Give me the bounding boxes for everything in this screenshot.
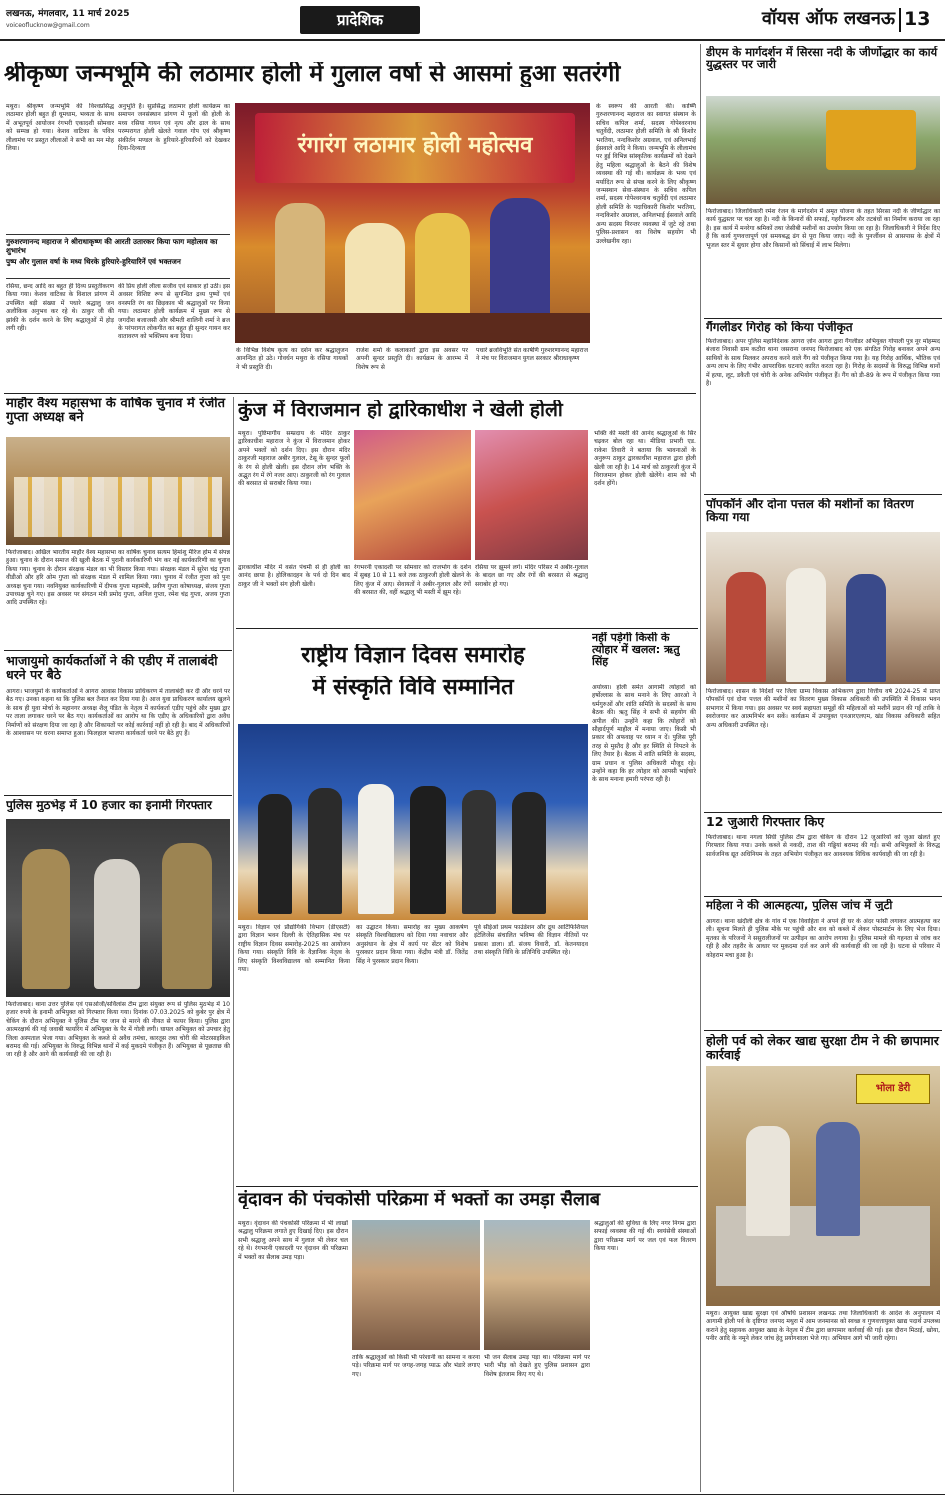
encounter-headline: पुलिस मुठभेड़ में 10 हजार का इनामी गिरफ्तार: [6, 799, 212, 812]
gangster-body: फिरोजाबाद। अपर पुलिस महानिदेशक आगरा ज़ोन आगरा द्वारा गैंगलीडर अभियुक्त गोपाली पुत्र नूर मोहम्मद बंजारा निवासी ग्राम कठौरा थाना जसराना जनपद फिरोजाबाद को एक संगठित गिरोह बनाकर अपने अन्य साथियों के साथ मिलकर अपराध करने वाले गैंग को पंजीकृत किया गया है। यह गिरोह आर्थिक, भौतिक एवं अन्य लाभ के लिए गंभीर आपराधिक घटनाएं कारित करता रहा है। गिरोह के सदस्यों के विरुद्ध विभिन्न थानों में हत्या, लूट, डकैती एवं चोरी के अनेक अभियोग पंजीकृत हैं। गैंग को डी-89 के रूप में पंजीकृत किया गया है।: [706, 338, 940, 388]
vrindavan-photo-1: [352, 1220, 480, 1350]
vrindavan-col-3: भी जन सैलाब उमड़ पड़ा था। परिक्रमा मार्ग पर भारी भीड़ को देखते हुए पुलिस प्रशासन द्वारा विशेष इंतजाम किए गए थे।: [484, 1354, 590, 1378]
dwarkadhish-photo-2: [475, 430, 588, 560]
dwarkadhish-headline: कुंज में विराजमान हो द्वारिकाधीश ने खेली होली: [238, 400, 563, 421]
masthead-rule: [0, 39, 945, 41]
contact-email: voiceoflucknow@gmail.com: [6, 22, 90, 29]
lead-col-1: मथुरा। श्रीकृष्ण जन्मभूमि की विश्वप्रसिद्ध लठामार होली बहुत ही धूमधाम, भव्यता के साथ में अभूतपूर्व आयोजन रंगभरी एकादशी सोमवार को सम्पन्न हो गया। केशव वाटिका के पवित्र लीलामंच पर प्रस्तुत लीलाओं ने सभी का मन मोह लिया।: [6, 103, 114, 153]
section-rule: [704, 318, 942, 319]
section-rule: [704, 1030, 942, 1031]
page-number: 13: [904, 8, 931, 30]
science-headline-2: में संस्कृति विवि सम्मानित: [312, 676, 514, 700]
science-col-1: मथुरा। विज्ञान एवं प्रौद्योगिकी विभाग (डीएसटी) द्वारा विज्ञान भवन दिल्ली के ऐतिहासिक मंच पर राष्ट्रीय विज्ञान दिवस समारोह-2025 का आयोजन किया गया। संस्कृति विवि के वैज्ञानिक नेतृत्व के लिए संस्कृति विश्वविद्यालय को सम्मानित किया गया।: [238, 924, 350, 974]
section-rule: [236, 628, 698, 629]
sirsa-photo: [706, 96, 940, 204]
photo-figure: [512, 792, 546, 914]
vaishya-photo: [6, 437, 230, 545]
section-rule: [704, 494, 942, 495]
column-divider: [700, 44, 701, 1492]
paper-name: वॉयस ऑफ लखनऊ: [761, 8, 895, 29]
page-bottom-rule: [0, 1494, 945, 1495]
masthead: [0, 0, 945, 40]
photo-figure: [308, 788, 342, 914]
photo-figure: [258, 794, 292, 914]
dwarkadhish-col-1: मथुरा। पुष्टिमार्गीय सम्प्रदाय के मंदिर ठाकुर द्वारिकाधीश महाराज ने कुंज में विराजमान होकर अपने भक्तों को दर्शन दिए। इस दौरान मंदिर ठाकुरजी महाराज अबीर गुलाल, टेसू के सुन्दर फूलों के रंग से होली खेली। इस दौरान लोग भक्ति के अद्भुत रंग में रंगे नजर आए। ठाकुरजी को रंग गुलाल की बरसात से सराबोर किया गया।: [238, 430, 350, 488]
issue-date: लखनऊ, मंगलवार, 11 मार्च 2025: [6, 9, 130, 19]
vaishya-headline: माहौर वैश्य महासभा के वार्षिक चुनाव में रंजीत गुप्ता अध्यक्ष बने: [6, 397, 226, 426]
photo-excavator: [826, 110, 916, 170]
section-rule: [4, 393, 696, 394]
popcorn-body: फिरोजाबाद। शासन के निर्देशों पर जिला ग्राम्य विकास अभिकरण द्वारा वित्तीय वर्ष 2024-25 में प्राप्त पॉपकॉर्न एवं दोना पत्तल की मशीनों का वितरण मुख्य विकास अधिकारी की उपस्थिति में विकास भवन सभागार में किया गया। इस अवसर पर स्वयं सहायता समूहों की महिलाओं को मशीनें प्रदान की गईं ताकि वे स्वरोजगार कर आत्मनिर्भर बन सकें। कार्यक्रम में उपायुक्त एनआरएलएम, खंड विकास अधिकारी सहित अन्य अधिकारी उपस्थित रहे।: [706, 688, 940, 729]
lead-col-5: के विभिन्न विशेष कृत्य का दर्शन कर श्रद्धालुजन आनन्दित हो उठे। गोवर्धन मथुरा के रसिया गायकों ने भी प्रस्तुति दी।: [236, 347, 348, 371]
vrindavan-col-2: ताकि श्रद्धालुओं को किसी भी परेशानी का सामना न करना पड़े। परिक्रमा मार्ग पर जगह-जगह प्याऊ और भंडारे लगाए गए।: [352, 1354, 480, 1378]
vrindavan-col-1: मथुरा। वृंदावन की पंचकोसी परिक्रमा में भी लाखों श्रद्धालु परिक्रमा लगाते हुए दिखाई दिए। इस दौरान सभी श्रद्धालु अपने साथ में गुलाल भी लेकर चल रहे थे। रंगभरनी एकादशी पर वृंदावन की परिक्रमा में भक्तों का सैलाब उमड़ पड़ा।: [238, 1220, 348, 1261]
section-rule: [4, 795, 232, 796]
section-rule: [236, 1186, 698, 1187]
photo-figure: [746, 1126, 790, 1236]
rituraj-headline: नहीं पड़ेगी किसी के त्योहार में खलल: ऋतु सिंह: [592, 632, 680, 668]
dwarkadhish-photo-1: [354, 430, 471, 560]
vaishya-body: फिरोजाबाद। अखिल भारतीय माहौर वैश्य महासभा का वार्षिक चुनाव सत्यम हिमांशु मैरिज होम में संपन्न हुआ। चुनाव के दौरान समाज की खुली बैठक में पुरानी कार्यकारिणी भंग कर नई कार्यकारिणी का चुनाव किया गया। चुनाव के दौरान संरक्षक मंडल का भी विस्तार किया गया। संरक्षक मंडल में सुरेश चंद्र गुप्ता वीडीओ और हरि ओम गुप्ता को संरक्षक मंडल में शामिल किया गया। चुनाव में रंजीत गुप्ता को पुनः अध्यक्ष चुना गया। नवनियुक्त कार्यकारिणी में दीपक गुप्ता महामंत्री, प्रवीण गुप्ता कोषाध्यक्ष, संजय गुप्ता उपाध्यक्ष चुने गए। इस अवसर पर संगठन मंत्री प्रमोद गुप्ता, अनिल गुप्ता, रमेश चंद्र गुप्ता, अजय गुप्ता आदि उपस्थित रहे।: [6, 549, 230, 607]
section-rule: [4, 650, 232, 651]
photo-figure: [726, 572, 766, 682]
section-rule: [704, 896, 942, 897]
popcorn-photo: [706, 532, 940, 684]
dwarkadhish-col-1b: द्वारकाधीश मंदिर में वसंत पंचमी से ही होली का आनंद छाया है। होलिकादहन के पर्व दो दिन बाद ठाकुर जी ने भक्तों संग होली खेली।: [238, 564, 350, 588]
photo-floor: [235, 313, 590, 343]
dwarkadhish-col-2: रंगभरनी एकादशी पर सोमवार को राजभोग के दर्शन में सुबह 10 से 11 बजे तक ठाकुरजी होली खेलने के लिए कुंज में आए। सेवायतों ने अबीर-गुलाल और रंगों की बरसात की, वहीं श्रद्धालु भी मस्ती में झूम रहे।: [354, 564, 471, 597]
dwarkadhish-col-3: रसिया पर झूमने लगे। मंदिर परिसर में अबीर-गुलाल के बादल छा गए और रंगों की बरसात से श्रद्धालु सराबोर हो गए।: [475, 564, 588, 588]
lead-col-2: अनुभूति है। सुप्रसिद्ध लठामार होली कार्यक्रम का समापन जनसंस्थान प्रांगण में फूलों की होली के मध्य रसिया गायन एवं नृत्य और ढ़ाल के साथ परम्परागत होली खेलते गवाल गोप एवं श्रीकृष्ण संकीर्तन मण्डल के हुरियारे-हुरियारिनों को देखकर दिया-दिव्यता: [118, 103, 230, 153]
suicide-headline: महिला ने की आत्महत्या, पुलिस जांच में जुटी: [706, 899, 893, 912]
lead-bullet: गुरुशरणानन्द महाराज ने श्रीराधाकृष्ण की आरती उतारकर किया फाग महोत्सव का शुभारंभ: [6, 237, 218, 255]
lead-col-6: राजेश शर्मा के कलाकारों द्वारा इस अवसर पर अपनी सुन्दर प्रस्तुति दी। कार्यक्रम के आरम्भ में विशेष रूप से: [356, 347, 468, 371]
arrest-body: फिरोजाबाद। थाना नगला सिंघी पुलिस टीम द्वारा चेकिंग के दौरान 12 जुआरियों को जुआ खेलते हुए गिरफ्तार किया गया। उनके कब्जे से नकदी, ताश की गड्डियां बरामद की गईं। सभी अभियुक्तों के विरुद्ध सार्वजनिक द्यूत अधिनियम के तहत अभियोग पंजीकृत कर आवश्यक विधिक कार्यवाही की जा रही है।: [706, 834, 940, 858]
section-label: प्रादेशिक: [300, 6, 420, 34]
page-number-divider: [899, 8, 901, 32]
column-divider: [233, 397, 234, 1492]
rituraj-body: अयोध्या। होली समेत आगामी त्योहारों को हर्षोल्लास के साथ मनाने के लिए आरओ ने धर्मगुरुओं और शांति समिति के सदस्यों के साथ बैठक की। ऋतु सिंह ने सभी से सहयोग की अपील की। उन्होंने कहा कि त्योहारों को सौहार्दपूर्ण माहौल में मनाया जाए। किसी भी प्रकार की अफवाह पर ध्यान न दें। पुलिस पूरी तरह से मुस्तैद है और हर स्थिति से निपटने के लिए तैयार है। बैठक में शांति समिति के सदस्य, ग्राम प्रधान व पुलिस अधिकारी मौजूद रहे। उन्होंने कहा कि हर त्योहार को आपसी भाईचारे के साथ मनाना हमारी परंपरा रही है।: [592, 684, 696, 784]
photo-figure: [94, 859, 140, 989]
popcorn-headline: पॉपकॉर्न और दोना पत्तल की मशीनों का वितरण किया गया: [706, 498, 914, 524]
science-photo: [238, 724, 588, 920]
food-safety-body: मथुरा। आयुक्त खाद्य सुरक्षा एवं औषधि प्रशासन लखनऊ तथा जिलाधिकारी के आदेश के अनुपालन में आगामी होली पर्व के दृष्टिगत जनपद मथुरा में आम जनमानस को स्वच्छ व गुणवत्तायुक्त खाद्य पदार्थ उपलब्ध कराने हेतु सहायक आयुक्त खाद्य के नेतृत्व में टीम द्वारा छापामार कार्रवाई की गई। इस दौरान मिठाई, खोया, पनीर आदि के नमूने लेकर जांच हेतु प्रयोगशाला भेजे गए। अभियान आगे भी जारी रहेगा।: [706, 1310, 940, 1343]
photo-figure: [462, 790, 496, 914]
photo-figure: [358, 784, 394, 914]
photo-figure: [816, 1122, 860, 1236]
lead-photo: [235, 103, 590, 343]
suicide-body: आगरा। थाना खंदौली क्षेत्र के गांव में एक विवाहिता ने अपने ही घर के अंदर फांसी लगाकर आत्महत्या कर ली। सूचना मिलते ही पुलिस मौके पर पहुंची और शव को कब्जे में लेकर पोस्टमार्टम के लिए भेज दिया। मृतका के परिजनों ने ससुरालीजनों पर उत्पीड़न का आरोप लगाया है। पुलिस मामले की गहनता से जांच कर रही है और तहरीर के आधार पर मुकदमा दर्ज कर आगे की कार्यवाही की जा रही है। घटना से परिवार में कोहराम मचा हुआ है।: [706, 918, 940, 959]
vrindavan-headline: वृंदावन की पंचकोसी परिक्रमा में भक्तों का उमड़ा सैलाब: [238, 1190, 601, 1210]
sirsa-headline: डीएम के मार्गदर्शन में सिरसा नदी के जीर्णोद्धार का कार्य युद्धस्तर पर जारी: [706, 46, 938, 71]
vrindavan-photo-2: [484, 1220, 590, 1350]
lead-headline: श्रीकृष्ण जन्मभूमि की लठामार होली में गुलाल वर्षा से आसमां हुआ सतरंगी: [4, 62, 621, 87]
lead-col-7: पधारे ब्रजविभूति संत कार्षणि गुरुशरणानन्द महाराज ने मंच पर विराजमान युगल सरकार श्रीराधाकृष्ण: [476, 347, 588, 363]
photo-figure: [786, 568, 826, 682]
science-headline-1: राष्ट्रीय विज्ञान दिवस समारोह: [301, 644, 525, 668]
section-rule: [704, 812, 942, 813]
vrindavan-col-4: श्रद्धालुओं की सुविधा के लिए नगर निगम द्वारा सफाई व्यवस्था की गई थी। स्वयंसेवी संस्थाओं द्वारा परिक्रमा मार्ग पर जल एवं फल वितरण किया गया।: [594, 1220, 696, 1253]
food-safety-photo: [706, 1066, 940, 1306]
dwarkadhish-col-4: भक्ति की मस्ती की आनंद श्रद्धालुओं के सिर चढ़कर बोल रहा था। मीडिया प्रभारी एड. राकेश तिवारी ने बताया कि भावनाओं के अनुरूप ठाकुर द्वारकाधीश महाराज द्वारा होली खेली जा रही है। 14 मार्च को ठाकुरजी कुंज में विराजमान होकर होली खेलेंगे। शाम को भी दर्शन होंगे।: [594, 430, 696, 488]
lead-bullets-box: [6, 234, 230, 279]
photo-figure: [162, 843, 212, 989]
encounter-photo: [6, 819, 230, 997]
photo-figure: [410, 786, 446, 914]
food-safety-headline: होली पर्व को लेकर खाद्य सुरक्षा टीम ने की छापामार कार्रवाई: [706, 1034, 939, 1061]
photo-figure: [22, 849, 70, 989]
bjym-body: आगरा। भाजयुमो के कार्यकर्ताओं ने आगरा आवास विकास प्राधिकरण में तालाबंदी कर दी और धरने पर बैठ गए। उनका कहना था कि पुलिस बल तैनात कर दिया गया है। आज युवा प्राधिकरण कार्यालय खुलने के साथ ही युवा मोर्चा के महानगर अध्यक्ष शैलू पंडित के नेतृत्व में कार्यकर्ता एडीए पहुंचे और मुख्य द्वार पर ताला लगाकर धरने पर बैठ गए। कार्यकर्ताओं का आरोप था कि एडीए के अधिकारियों द्वारा अवैध निर्माणों को संरक्षण दिया जा रहा है और शिकायतों पर कोई कार्रवाई नहीं हो रही है। बाद में अधिकारियों के आश्वासन पर धरना समाप्त हुआ। फिलहाल भाजपा कार्यकर्ता धरने पर बैठे हुए हैं।: [6, 688, 230, 738]
shop-sign-text: भोला डेरी: [875, 1083, 911, 1094]
encounter-body: फिरोजाबाद। थाना उत्तर पुलिस एवं एसओजी/सर्विलांस टीम द्वारा संयुक्त रूप से पुलिस मुठभेड़ में 10 हजार रुपये के इनामी अभियुक्त को गिरफ्तार किया गया। दिनांक 07.03.2025 को कुबेर पुर क्षेत्र में चेकिंग के दौरान अभियुक्त ने पुलिस टीम पर जान से मारने की नीयत से फायर किया। पुलिस द्वारा आत्मरक्षार्थ की गई जवाबी फायरिंग में अभियुक्त के पैर में गोली लगी। घायल अभियुक्त को उपचार हेतु जिला अस्पताल भेजा गया। अभियुक्त के कब्जे से अवैध तमंचा, कारतूस तथा चोरी की मोटरसाइकिल बरामद की गई। अभियुक्त के विरुद्ध विभिन्न थानों में कई मुकदमे पंजीकृत हैं। अभियुक्त से पूछताछ की जा रही है और आगे की कार्यवाही की जा रही है।: [6, 1001, 230, 1059]
science-col-2: का उद्घाटन किया। समारोह का मुख्य आकर्षण संस्कृति विश्वविद्यालय को दिया गया नवाचार और अनुसंधान के क्षेत्र में कार्य पर सेंटर को विशेष पुरस्कार प्रदान किया गया। केंद्रीय मंत्री डॉ. जितेंद्र सिंह ने पुरस्कार प्रदान किया।: [356, 924, 468, 965]
lead-col-3: रसिया, छन्द आदि का बहुत ही दिव्य प्रस्तुतीकरण किया गया। केशव वाटिका के विशाल प्रांगण में उपस्थित बड़ी संख्या में पधारे श्रद्धालु जन अलौकिक अनुभव कर रहे थे। ठाकुर जी की झांकी के दर्शन करने के लिए श्रद्धालुओं में होड़ लगी रही।: [6, 283, 114, 333]
science-col-3: पूर्व सीईओ प्रथम फाउंडेशन और द्रुथ आर्टिफिशियल इंटेलिजेंस संचालित भविष्य की विज्ञान नीतियों पर प्रकाश डाला। डॉ. संजय विवारी, डॉ. केतनयादव तथा संस्कृति विवि के प्रतिनिधि उपस्थित रहे।: [474, 924, 588, 957]
photo-figure: [846, 574, 886, 682]
gangster-headline: गैंगलीडर गिरोह को किया पंजीकृत: [706, 321, 853, 334]
sirsa-body: फिरोजाबाद। जिलाधिकारी रमेश रंजन के मार्गदर्शन में अमृत योजना के तहत सिरसा नदी के जीर्णोद्धार का कार्य युद्धस्तर पर चल रहा है। नदी के किनारों की सफाई, गहरीकरण और तटबंधों का निर्माण कराया जा रहा है। इस कार्य में मनरेगा श्रमिकों तथा जेसीबी मशीनों का उपयोग किया जा रहा है। जिलाधिकारी ने निर्देश दिए हैं कि कार्य गुणवत्तापूर्ण एवं समयबद्ध ढंग से पूरा किया जाए। नदी के पुनर्जीवन से आसपास के क्षेत्रों में भूजल स्तर में सुधार होगा और किसानों को सिंचाई में लाभ मिलेगा।: [706, 208, 940, 249]
lead-bullet: पुष्प और गुलाल वर्षा के मध्य थिरके हुरियारे-हुरियारिनें एवं भक्तजन: [6, 257, 181, 266]
photo-banner-text: रंगारंग लठामार होली महोत्सव: [297, 133, 533, 158]
arrest-headline: 12 जुआरी गिरफ्तार किए: [706, 815, 825, 829]
lead-col-4: की प्रिय होली लीला सजीव एवं साकार हो उठी। इस अवसर विशिष्ट रूप से सुगन्धित द्रव्य पुष्पों एवं वनस्पति रंग का छिड़काव भी श्रद्धालुओं पर किया गया। लठामार होली कार्यक्रम में मुख्य रूप से जगदीश बजाजसी और श्रीमती शालिनी शर्मा ने ब्रज के परंपरागत लोकगीत का बहुत ही सुन्दर गायन कर वातावरण को भक्तिमय बना दिया।: [118, 283, 230, 341]
bjym-headline: भाजायुमो कार्यकर्ताओं ने की एडीए में तालाबंदी धरने पर बैठे: [6, 654, 218, 681]
photo-group: [14, 477, 222, 537]
lead-col-8: के स्वरूप की आरती की। कार्ष्णि गुरुशरणानन्द महाराज का स्वागत संस्थान के सचिव कपिल शर्मा, सदस्य गोपेश्वरनाथ चतुर्वेदी, लठामार होली समिति के श्री किशोर भरतिया, नन्दकिशोर अग्रवाल, एवं अनिलभाई ईसवाले आदि ने किया। जन्मभूमि के लीलामंच पर हुई विभिन्न सांस्कृतिक कार्यक्रमों को देखने हेतु महिला श्रद्धालुओं के बैठने की विशेष व्यवस्था की गई थी। कार्यक्रम के भव्य एवं मर्यादित रूप से संपन्न करने के लिए श्रीकृष्ण जन्मस्थान सेवा-संस्थान के सचिव कपिल शर्मा, सदस्य गोपेश्वरनाथ चतुर्वेदी एवं लठामार होली समिति के पदाधिकारी किशोर भरतिया, नन्दकिशोर अग्रवाल, अनिलभाई ईसवाले आदि अन्य सदस्य निरन्तर व्यवस्था में जुटे रहे तथा पुलिस-प्रशासन का विशेष सहयोग भी उल्लेखनीय रहा।: [596, 103, 696, 245]
